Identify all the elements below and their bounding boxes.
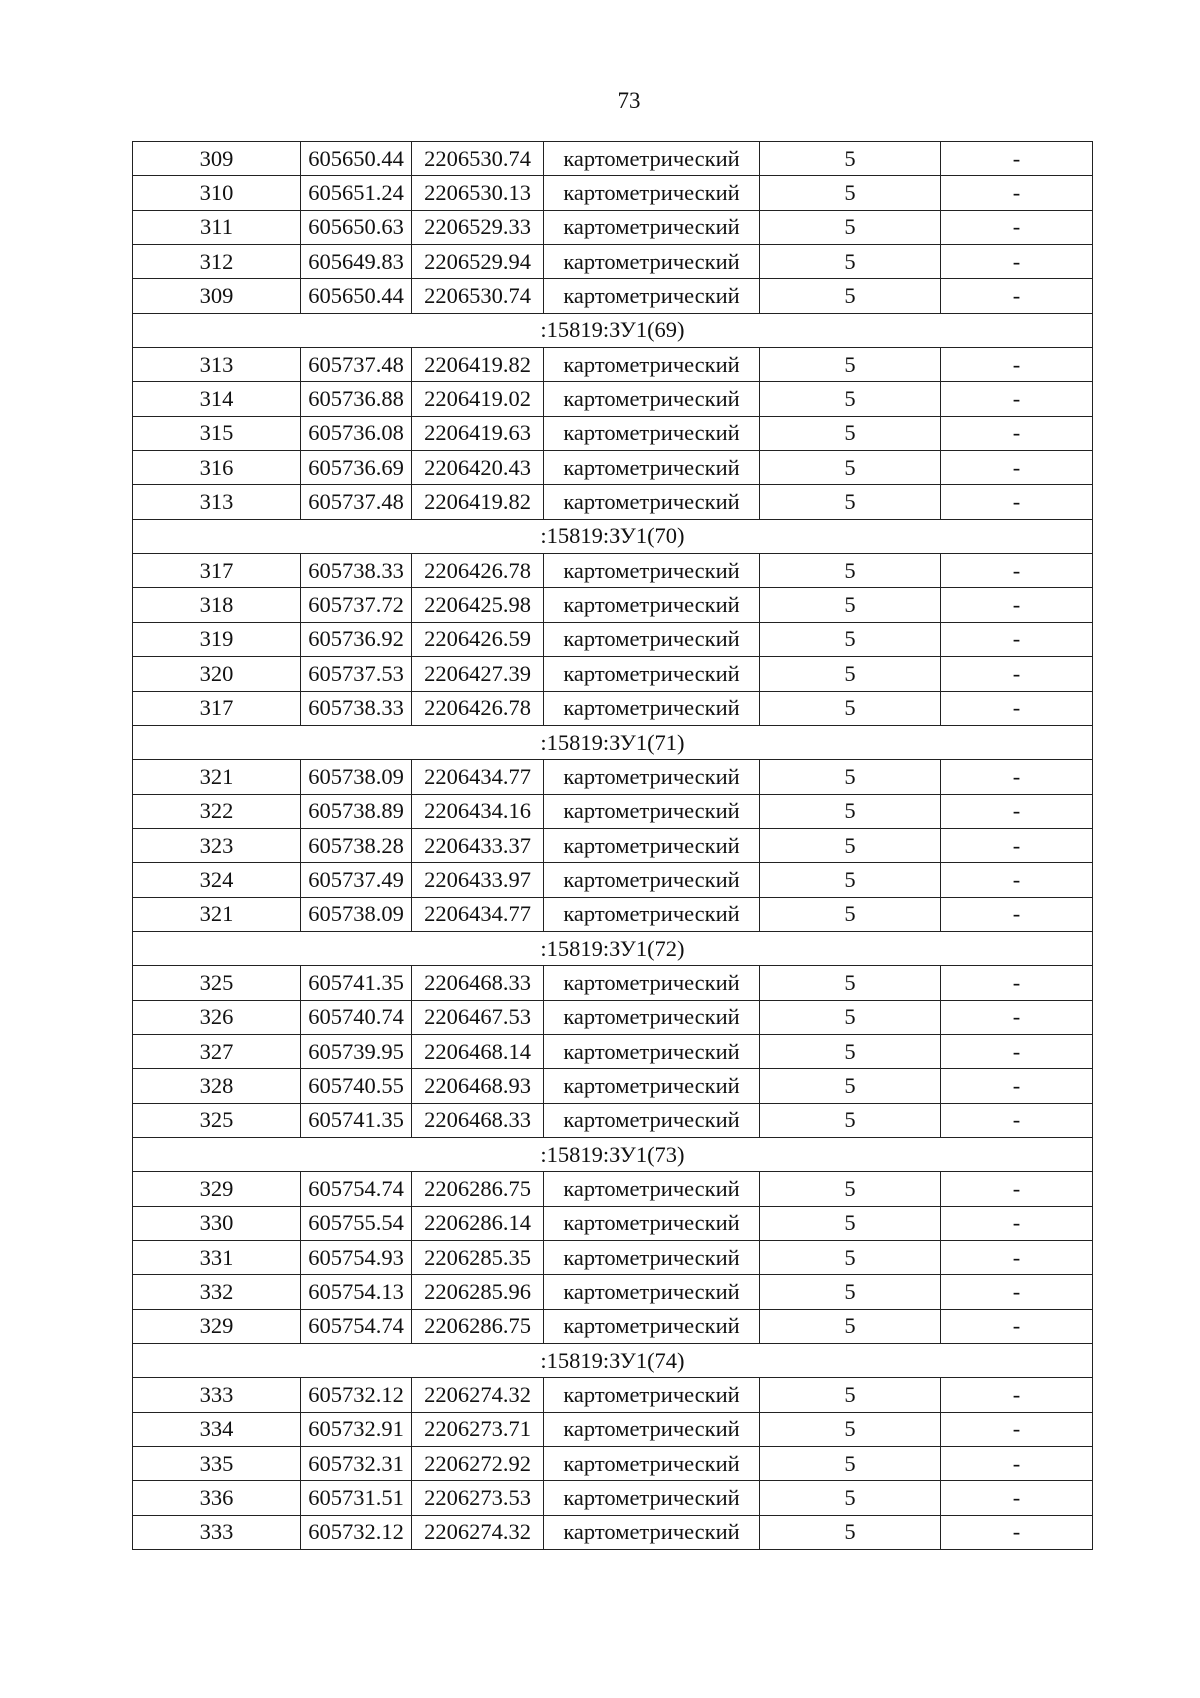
coordinates-table-body: [133, 142, 1093, 1550]
accuracy-cell: 5: [760, 1309, 941, 1343]
point-number-cell: 327: [133, 1034, 301, 1068]
point-number-cell: 320: [133, 657, 301, 691]
accuracy-cell: 5: [760, 1275, 941, 1309]
point-number-cell: 321: [133, 897, 301, 931]
point-number-cell: 309: [133, 142, 301, 176]
x-coordinate-cell: 605736.92: [301, 622, 412, 656]
section-header-row: [133, 1344, 1093, 1378]
method-cell: картометрический: [544, 382, 760, 416]
point-number-cell: 335: [133, 1447, 301, 1481]
x-coordinate-cell: 605738.33: [301, 691, 412, 725]
point-number-cell: 313: [133, 348, 301, 382]
y-coordinate-cell: 2206468.14: [412, 1034, 544, 1068]
accuracy-cell: 5: [760, 1172, 941, 1206]
accuracy-cell: 5: [760, 416, 941, 450]
accuracy-cell: 5: [760, 279, 941, 313]
point-number-cell: 326: [133, 1000, 301, 1034]
table-row: [133, 1481, 1093, 1515]
table-row: [133, 210, 1093, 244]
section-header-row: [133, 1137, 1093, 1171]
method-cell: картометрический: [544, 1309, 760, 1343]
y-coordinate-cell: 2206274.32: [412, 1378, 544, 1412]
accuracy-cell: 5: [760, 588, 941, 622]
table-row: [133, 554, 1093, 588]
point-number-cell: 329: [133, 1172, 301, 1206]
accuracy-cell: 5: [760, 760, 941, 794]
point-number-cell: 323: [133, 828, 301, 862]
section-header-row: [133, 931, 1093, 965]
point-number-cell: 331: [133, 1241, 301, 1275]
method-cell: картометрический: [544, 1206, 760, 1240]
y-coordinate-cell: 2206286.75: [412, 1309, 544, 1343]
point-number-cell: 312: [133, 245, 301, 279]
y-coordinate-cell: 2206285.96: [412, 1275, 544, 1309]
table-row: [133, 1275, 1093, 1309]
accuracy-cell: 5: [760, 657, 941, 691]
method-cell: картометрический: [544, 348, 760, 382]
y-coordinate-cell: 2206273.53: [412, 1481, 544, 1515]
x-coordinate-cell: 605739.95: [301, 1034, 412, 1068]
table-row: [133, 657, 1093, 691]
point-number-cell: 319: [133, 622, 301, 656]
y-coordinate-cell: 2206468.33: [412, 1103, 544, 1137]
x-coordinate-cell: 605732.12: [301, 1378, 412, 1412]
method-cell: картометрический: [544, 1000, 760, 1034]
description-cell: -: [941, 1103, 1093, 1137]
table-row: [133, 382, 1093, 416]
section-header-row: [133, 519, 1093, 553]
x-coordinate-cell: 605754.74: [301, 1309, 412, 1343]
description-cell: -: [941, 588, 1093, 622]
y-coordinate-cell: 2206468.93: [412, 1069, 544, 1103]
method-cell: картометрический: [544, 863, 760, 897]
description-cell: -: [941, 1206, 1093, 1240]
point-number-cell: 315: [133, 416, 301, 450]
section-header-row: [133, 313, 1093, 347]
point-number-cell: 318: [133, 588, 301, 622]
section-title: :15819:ЗУ1(72): [133, 931, 1093, 965]
accuracy-cell: 5: [760, 863, 941, 897]
accuracy-cell: 5: [760, 691, 941, 725]
x-coordinate-cell: 605737.49: [301, 863, 412, 897]
y-coordinate-cell: 2206285.35: [412, 1241, 544, 1275]
description-cell: -: [941, 863, 1093, 897]
method-cell: картометрический: [544, 416, 760, 450]
x-coordinate-cell: 605650.63: [301, 210, 412, 244]
method-cell: картометрический: [544, 1172, 760, 1206]
table-row: [133, 794, 1093, 828]
y-coordinate-cell: 2206530.74: [412, 279, 544, 313]
section-title: :15819:ЗУ1(70): [133, 519, 1093, 553]
description-cell: -: [941, 966, 1093, 1000]
method-cell: картометрический: [544, 1378, 760, 1412]
method-cell: картометрический: [544, 176, 760, 210]
table-row: [133, 760, 1093, 794]
section-title: :15819:ЗУ1(74): [133, 1344, 1093, 1378]
y-coordinate-cell: 2206425.98: [412, 588, 544, 622]
description-cell: -: [941, 451, 1093, 485]
method-cell: картометрический: [544, 657, 760, 691]
point-number-cell: 322: [133, 794, 301, 828]
table-row: [133, 863, 1093, 897]
y-coordinate-cell: 2206468.33: [412, 966, 544, 1000]
accuracy-cell: 5: [760, 622, 941, 656]
description-cell: -: [941, 1309, 1093, 1343]
method-cell: картометрический: [544, 1241, 760, 1275]
accuracy-cell: 5: [760, 1447, 941, 1481]
point-number-cell: 324: [133, 863, 301, 897]
description-cell: -: [941, 1412, 1093, 1446]
accuracy-cell: 5: [760, 828, 941, 862]
y-coordinate-cell: 2206467.53: [412, 1000, 544, 1034]
method-cell: картометрический: [544, 1069, 760, 1103]
method-cell: картометрический: [544, 691, 760, 725]
table-row: [133, 176, 1093, 210]
x-coordinate-cell: 605737.72: [301, 588, 412, 622]
description-cell: -: [941, 1241, 1093, 1275]
table-row: [133, 966, 1093, 1000]
y-coordinate-cell: 2206426.78: [412, 554, 544, 588]
y-coordinate-cell: 2206286.14: [412, 1206, 544, 1240]
y-coordinate-cell: 2206433.97: [412, 863, 544, 897]
description-cell: -: [941, 1515, 1093, 1549]
x-coordinate-cell: 605650.44: [301, 142, 412, 176]
x-coordinate-cell: 605738.28: [301, 828, 412, 862]
table-row: [133, 142, 1093, 176]
description-cell: -: [941, 622, 1093, 656]
description-cell: -: [941, 1000, 1093, 1034]
x-coordinate-cell: 605741.35: [301, 966, 412, 1000]
method-cell: картометрический: [544, 451, 760, 485]
x-coordinate-cell: 605740.74: [301, 1000, 412, 1034]
method-cell: картометрический: [544, 1275, 760, 1309]
description-cell: -: [941, 416, 1093, 450]
method-cell: картометрический: [544, 210, 760, 244]
point-number-cell: 321: [133, 760, 301, 794]
x-coordinate-cell: 605737.48: [301, 348, 412, 382]
accuracy-cell: 5: [760, 554, 941, 588]
table-row: [133, 1103, 1093, 1137]
method-cell: картометрический: [544, 966, 760, 1000]
description-cell: -: [941, 210, 1093, 244]
accuracy-cell: 5: [760, 485, 941, 519]
y-coordinate-cell: 2206419.63: [412, 416, 544, 450]
description-cell: -: [941, 382, 1093, 416]
method-cell: картометрический: [544, 279, 760, 313]
accuracy-cell: 5: [760, 897, 941, 931]
method-cell: картометрический: [544, 622, 760, 656]
y-coordinate-cell: 2206426.78: [412, 691, 544, 725]
table-row: [133, 348, 1093, 382]
description-cell: -: [941, 1378, 1093, 1412]
method-cell: картометрический: [544, 760, 760, 794]
method-cell: картометрический: [544, 1034, 760, 1068]
method-cell: картометрический: [544, 142, 760, 176]
section-header-row: [133, 725, 1093, 759]
table-row: [133, 691, 1093, 725]
point-number-cell: 316: [133, 451, 301, 485]
x-coordinate-cell: 605736.08: [301, 416, 412, 450]
table-row: [133, 1515, 1093, 1549]
description-cell: -: [941, 1481, 1093, 1515]
x-coordinate-cell: 605754.74: [301, 1172, 412, 1206]
point-number-cell: 333: [133, 1378, 301, 1412]
x-coordinate-cell: 605736.69: [301, 451, 412, 485]
point-number-cell: 311: [133, 210, 301, 244]
description-cell: -: [941, 1275, 1093, 1309]
y-coordinate-cell: 2206529.94: [412, 245, 544, 279]
description-cell: -: [941, 1034, 1093, 1068]
description-cell: -: [941, 760, 1093, 794]
y-coordinate-cell: 2206274.32: [412, 1515, 544, 1549]
section-title: :15819:ЗУ1(69): [133, 313, 1093, 347]
method-cell: картометрический: [544, 1103, 760, 1137]
y-coordinate-cell: 2206434.77: [412, 897, 544, 931]
y-coordinate-cell: 2206434.16: [412, 794, 544, 828]
table-row: [133, 1309, 1093, 1343]
x-coordinate-cell: 605738.89: [301, 794, 412, 828]
y-coordinate-cell: 2206426.59: [412, 622, 544, 656]
y-coordinate-cell: 2206433.37: [412, 828, 544, 862]
point-number-cell: 325: [133, 1103, 301, 1137]
x-coordinate-cell: 605755.54: [301, 1206, 412, 1240]
accuracy-cell: 5: [760, 451, 941, 485]
x-coordinate-cell: 605732.12: [301, 1515, 412, 1549]
method-cell: картометрический: [544, 1481, 760, 1515]
point-number-cell: 329: [133, 1309, 301, 1343]
method-cell: картометрический: [544, 1447, 760, 1481]
method-cell: картометрический: [544, 1412, 760, 1446]
y-coordinate-cell: 2206434.77: [412, 760, 544, 794]
description-cell: -: [941, 828, 1093, 862]
accuracy-cell: 5: [760, 1069, 941, 1103]
table-row: [133, 1206, 1093, 1240]
table-row: [133, 485, 1093, 519]
y-coordinate-cell: 2206529.33: [412, 210, 544, 244]
accuracy-cell: 5: [760, 210, 941, 244]
y-coordinate-cell: 2206272.92: [412, 1447, 544, 1481]
table-row: [133, 1447, 1093, 1481]
description-cell: -: [941, 279, 1093, 313]
section-title: :15819:ЗУ1(73): [133, 1137, 1093, 1171]
description-cell: -: [941, 142, 1093, 176]
method-cell: картометрический: [544, 897, 760, 931]
accuracy-cell: 5: [760, 176, 941, 210]
description-cell: -: [941, 554, 1093, 588]
table-row: [133, 1378, 1093, 1412]
accuracy-cell: 5: [760, 382, 941, 416]
x-coordinate-cell: 605754.13: [301, 1275, 412, 1309]
point-number-cell: 317: [133, 554, 301, 588]
x-coordinate-cell: 605732.31: [301, 1447, 412, 1481]
method-cell: картометрический: [544, 1515, 760, 1549]
description-cell: -: [941, 657, 1093, 691]
accuracy-cell: 5: [760, 1206, 941, 1240]
y-coordinate-cell: 2206273.71: [412, 1412, 544, 1446]
accuracy-cell: 5: [760, 1412, 941, 1446]
point-number-cell: 309: [133, 279, 301, 313]
table-row: [133, 1000, 1093, 1034]
accuracy-cell: 5: [760, 348, 941, 382]
method-cell: картометрический: [544, 554, 760, 588]
point-number-cell: 336: [133, 1481, 301, 1515]
accuracy-cell: 5: [760, 1241, 941, 1275]
table-row: [133, 1069, 1093, 1103]
point-number-cell: 328: [133, 1069, 301, 1103]
table-row: [133, 897, 1093, 931]
y-coordinate-cell: 2206286.75: [412, 1172, 544, 1206]
table-row: [133, 828, 1093, 862]
method-cell: картометрический: [544, 588, 760, 622]
page-number: 73: [617, 88, 641, 113]
table-row: [133, 451, 1093, 485]
point-number-cell: 330: [133, 1206, 301, 1240]
point-number-cell: 325: [133, 966, 301, 1000]
method-cell: картометрический: [544, 794, 760, 828]
accuracy-cell: 5: [760, 1481, 941, 1515]
x-coordinate-cell: 605731.51: [301, 1481, 412, 1515]
description-cell: -: [941, 691, 1093, 725]
description-cell: -: [941, 348, 1093, 382]
x-coordinate-cell: 605651.24: [301, 176, 412, 210]
y-coordinate-cell: 2206530.13: [412, 176, 544, 210]
x-coordinate-cell: 605740.55: [301, 1069, 412, 1103]
table-row: [133, 1034, 1093, 1068]
x-coordinate-cell: 605649.83: [301, 245, 412, 279]
accuracy-cell: 5: [760, 1515, 941, 1549]
accuracy-cell: 5: [760, 245, 941, 279]
x-coordinate-cell: 605732.91: [301, 1412, 412, 1446]
x-coordinate-cell: 605737.53: [301, 657, 412, 691]
accuracy-cell: 5: [760, 1034, 941, 1068]
method-cell: картометрический: [544, 245, 760, 279]
x-coordinate-cell: 605741.35: [301, 1103, 412, 1137]
x-coordinate-cell: 605754.93: [301, 1241, 412, 1275]
y-coordinate-cell: 2206419.82: [412, 485, 544, 519]
method-cell: картометрический: [544, 828, 760, 862]
table-row: [133, 1241, 1093, 1275]
x-coordinate-cell: 605738.33: [301, 554, 412, 588]
table-row: [133, 588, 1093, 622]
table-row: [133, 1412, 1093, 1446]
coordinates-table: [132, 141, 1093, 1550]
table-row: [133, 245, 1093, 279]
x-coordinate-cell: 605736.88: [301, 382, 412, 416]
point-number-cell: 332: [133, 1275, 301, 1309]
description-cell: -: [941, 485, 1093, 519]
x-coordinate-cell: 605738.09: [301, 897, 412, 931]
method-cell: картометрический: [544, 485, 760, 519]
table-row: [133, 622, 1093, 656]
table-row: [133, 1172, 1093, 1206]
accuracy-cell: 5: [760, 1103, 941, 1137]
description-cell: -: [941, 897, 1093, 931]
table-row: [133, 279, 1093, 313]
description-cell: -: [941, 1069, 1093, 1103]
y-coordinate-cell: 2206530.74: [412, 142, 544, 176]
description-cell: -: [941, 245, 1093, 279]
x-coordinate-cell: 605737.48: [301, 485, 412, 519]
y-coordinate-cell: 2206427.39: [412, 657, 544, 691]
section-title: :15819:ЗУ1(71): [133, 725, 1093, 759]
accuracy-cell: 5: [760, 966, 941, 1000]
point-number-cell: 333: [133, 1515, 301, 1549]
table-row: [133, 416, 1093, 450]
x-coordinate-cell: 605650.44: [301, 279, 412, 313]
description-cell: -: [941, 1447, 1093, 1481]
accuracy-cell: 5: [760, 142, 941, 176]
y-coordinate-cell: 2206419.02: [412, 382, 544, 416]
description-cell: -: [941, 176, 1093, 210]
point-number-cell: 313: [133, 485, 301, 519]
y-coordinate-cell: 2206420.43: [412, 451, 544, 485]
x-coordinate-cell: 605738.09: [301, 760, 412, 794]
point-number-cell: 314: [133, 382, 301, 416]
point-number-cell: 317: [133, 691, 301, 725]
point-number-cell: 334: [133, 1412, 301, 1446]
accuracy-cell: 5: [760, 1000, 941, 1034]
description-cell: -: [941, 794, 1093, 828]
accuracy-cell: 5: [760, 1378, 941, 1412]
y-coordinate-cell: 2206419.82: [412, 348, 544, 382]
accuracy-cell: 5: [760, 794, 941, 828]
description-cell: -: [941, 1172, 1093, 1206]
point-number-cell: 310: [133, 176, 301, 210]
